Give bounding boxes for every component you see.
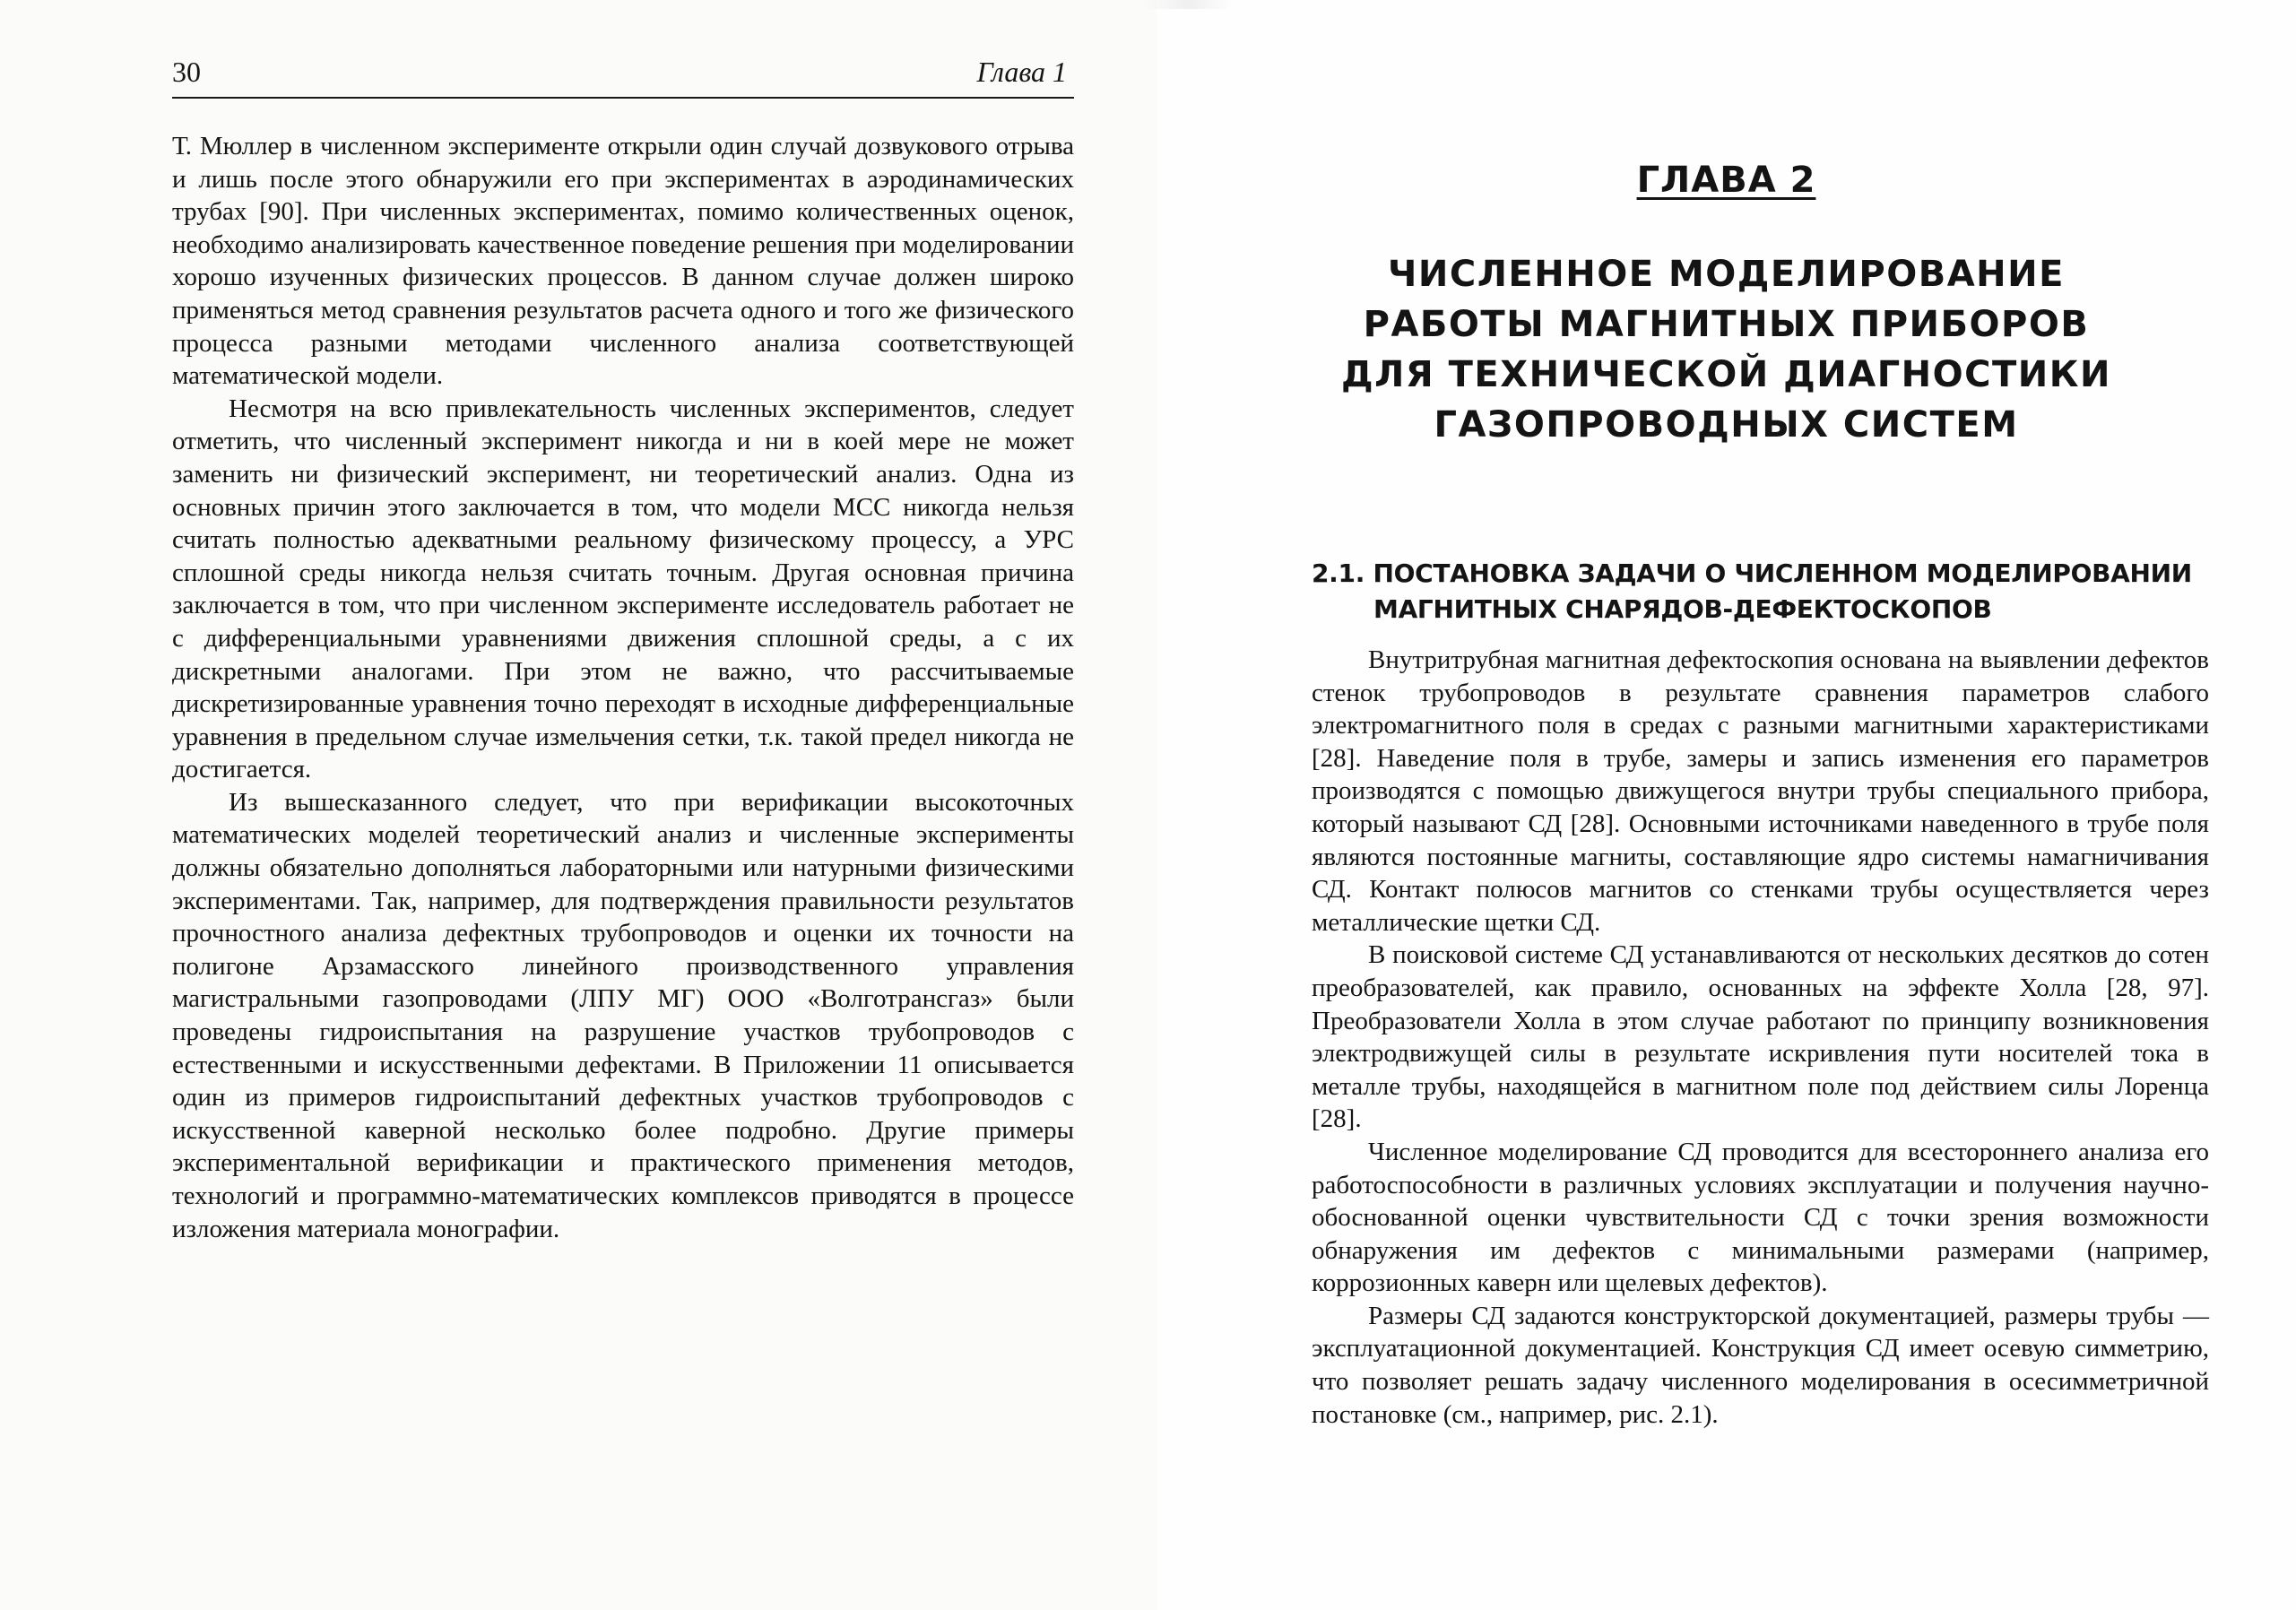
chapter-title-line: ДЛЯ ТЕХНИЧЕСКОЙ ДИАГНОСТИКИ <box>1341 354 2111 395</box>
paragraph: Внутритрубная магнитная дефектоскопия основана на выявлении дефектов стенок трубопроводов в результате сравнения параметров слабого электромагнитного поля в средах с разными магнитными характеристиками [28]. Наведение поля в трубе, замеры и запись изменения его параметров производятся с помощью движущегося внутри трубы специального прибора, который называют СД [28]. Основными источниками наведенного в трубе поля являются постоянные магниты, составляющие ядро системы намагничивания СД. Контакт полюсов магнитов со стенками трубы осуществляется через металлические щетки СД. <box>1312 645 2209 937</box>
chapter-title-line: ЧИСЛЕННОЕ МОДЕЛИРОВАНИЕ <box>1388 254 2065 295</box>
paragraph: Т. Мюллер в численном эксперименте открыли один случай дозвукового отрыва и лишь после этого обнаружили его при экспериментах в аэродинамических трубах [90]. При численных экспериментах, помимо количественных оценок, необходимо анализировать качественное поведение решения при моделировании хорошо изученных физических процессов. В данном случае должен широко применяться метод сравнения результатов расчета одного и того же физического процесса разными методами численного анализа соответствующей математической модели. <box>172 132 1074 391</box>
running-header <box>172 54 1074 99</box>
page-number: 30 <box>172 56 201 88</box>
paragraph: Размеры СД задаются конструкторской документацией, размеры трубы — эксплуатационной документацией. Конструкция СД имеет осевую симметрию, что позволяет решать задачу численного моделирования в осесимметричной постановке (см., например, рис. 2.1). <box>1312 1301 2209 1429</box>
chapter-title <box>1157 249 2296 450</box>
paragraph: Численное моделирование СД проводится для всестороннего анализа его работоспособности в различных условиях эксплуатации и получения научно-обоснованной оценки чувствительности СД с точки зрения возможности обнаружения им дефектов с минимальными размерами (например, коррозионных каверн или щелевых дефектов). <box>1312 1137 2209 1298</box>
section-heading-line: МАГНИТНЫХ СНАРЯДОВ-ДЕФЕКТОСКОПОВ <box>1373 594 1992 624</box>
chapter-title-line: РАБОТЫ МАГНИТНЫХ ПРИБОРОВ <box>1363 304 2090 345</box>
running-chapter-title: Глава 1 <box>976 56 1067 88</box>
section-heading-line: 2.1. ПОСТАНОВКА ЗАДАЧИ О ЧИСЛЕННОМ МОДЕЛИРОВАНИИ <box>1312 558 2192 588</box>
book-spine-shadow <box>1143 0 1233 9</box>
chapter-title-line: ГАЗОПРОВОДНЫХ СИСТЕМ <box>1434 404 2019 446</box>
paragraph: Несмотря на всю привлекательность численных экспериментов, следует отметить, что численный эксперимент никогда и ни в коей мере не может заменить ни физический эксперимент, ни теоретический анализ. Одна из основных причин этого заключается в том, что модели МСС никогда нельзя считать полностью адекватными реальному физическому процессу, а УРС сплошной среды никогда нельзя считать точным. Другая основная причина заключается в том, что при численном эксперименте исследователь работает не с дифференциальными уравнениями движения сплошной среды, а с их дискретными аналогами. При этом не важно, что рассчитываемые дискретизированные уравнения точно переходят в исходные дифференциальные уравнения в предельном случае измельчения сетки, т.к. такой предел никогда не достигается. <box>172 394 1074 784</box>
section-heading <box>1312 556 2208 628</box>
paragraph: В поисковой системе СД устанавливаются от нескольких десятков до сотен преобразователей, как правило, основанных на эффекте Холла [28, 97]. Преобразователи Холла в этом случае работают по принципу возникновения электродвижущей силы в результате искривления пути носителей тока в металле трубы, находящейся в магнитном поле под действием силы Лоренца [28]. <box>1312 940 2209 1134</box>
right-page-body <box>1312 644 2209 1431</box>
paragraph: Из вышесказанного следует, что при верификации высокоточных математических моделей теоретический анализ и численные эксперименты должны обязательно дополняться лабораторными или натурными физическими экспериментами. Так, например, для подтверждения правильности результатов прочностного анализа дефектных трубопроводов и оценки их точности на полигоне Арзамасского линейного производственного управления магистральными газопроводами (ЛПУ МГ) ООО «Волготрансгаз» были проведены гидроиспытания на разрушение участков трубопроводов с естественными и искусственными дефектами. В Приложении 11 описывается один из примеров гидроиспытаний дефектных участков трубопроводов с искусственной каверной несколько более подробно. Другие примеры экспериментальной верификации и практического применения методов, технологий и программно-математических комплексов приводятся в процессе изложения материала монографии. <box>172 787 1074 1243</box>
left-page-body <box>172 130 1074 1245</box>
chapter-label: ГЛАВА 2 <box>1636 160 1816 201</box>
